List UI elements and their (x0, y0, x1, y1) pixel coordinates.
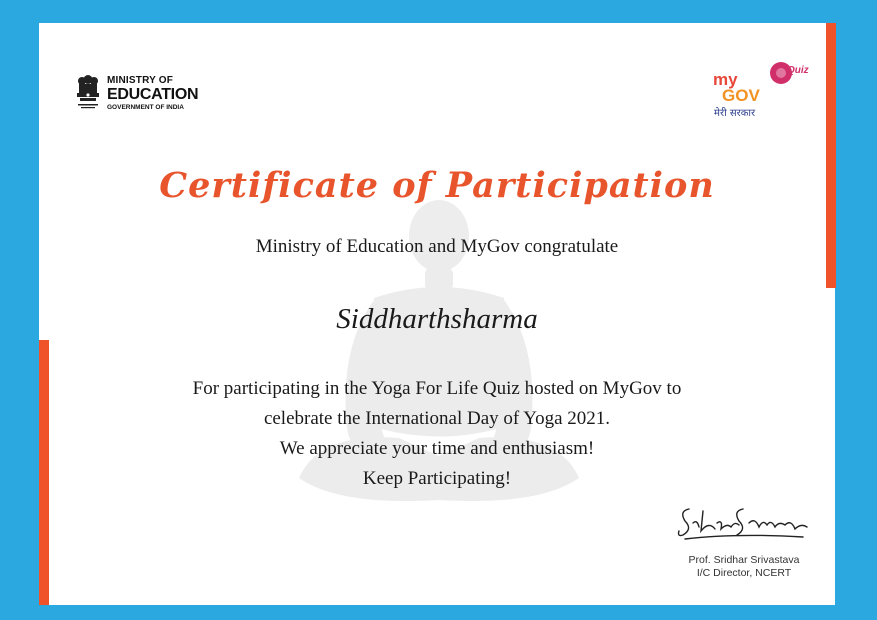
ministry-line3: GOVERNMENT OF INDIA (107, 104, 184, 111)
certificate-body (39, 374, 835, 494)
signatory-designation: I/C Director, NCERT (696, 567, 792, 579)
recipient-name: Siddharthsharma (336, 303, 538, 335)
accent-bar-left (39, 340, 49, 605)
national-emblem-icon (75, 73, 101, 113)
body-line-1: For participating in the Yoga For Life Quiz hosted on MyGov to (192, 378, 682, 399)
signatory-name: Prof. Sridhar Srivastava (688, 554, 800, 566)
signature (675, 501, 815, 541)
svg-text:Sridhar Srivastava: Sridhar Srivastava (675, 501, 683, 502)
mygov-quiz-logo (711, 61, 815, 121)
ministry-line1: MINISTRY OF (107, 75, 174, 86)
body-line-2: celebrate the International Day of Yoga 2021. (263, 408, 611, 429)
signatory-block (649, 554, 835, 580)
mygov-gov-text: GOV (722, 86, 760, 105)
ministry-line2: EDUCATION (107, 86, 199, 103)
accent-bar-right (826, 23, 836, 288)
body-line-4: Keep Participating! (362, 468, 512, 489)
ministry-of-education-logo (75, 73, 198, 113)
quiz-text: Quiz (787, 65, 809, 76)
certificate-title: Certificate of Participation (159, 165, 715, 206)
certificate-card (39, 23, 835, 605)
body-line-3: We appreciate your time and enthusiasm! (279, 438, 595, 459)
mygov-hindi-text: मेरी सरकार (714, 108, 756, 119)
mygov-my-text: my (713, 70, 738, 89)
certificate-subtitle: Ministry of Education and MyGov congratulate (255, 236, 619, 257)
